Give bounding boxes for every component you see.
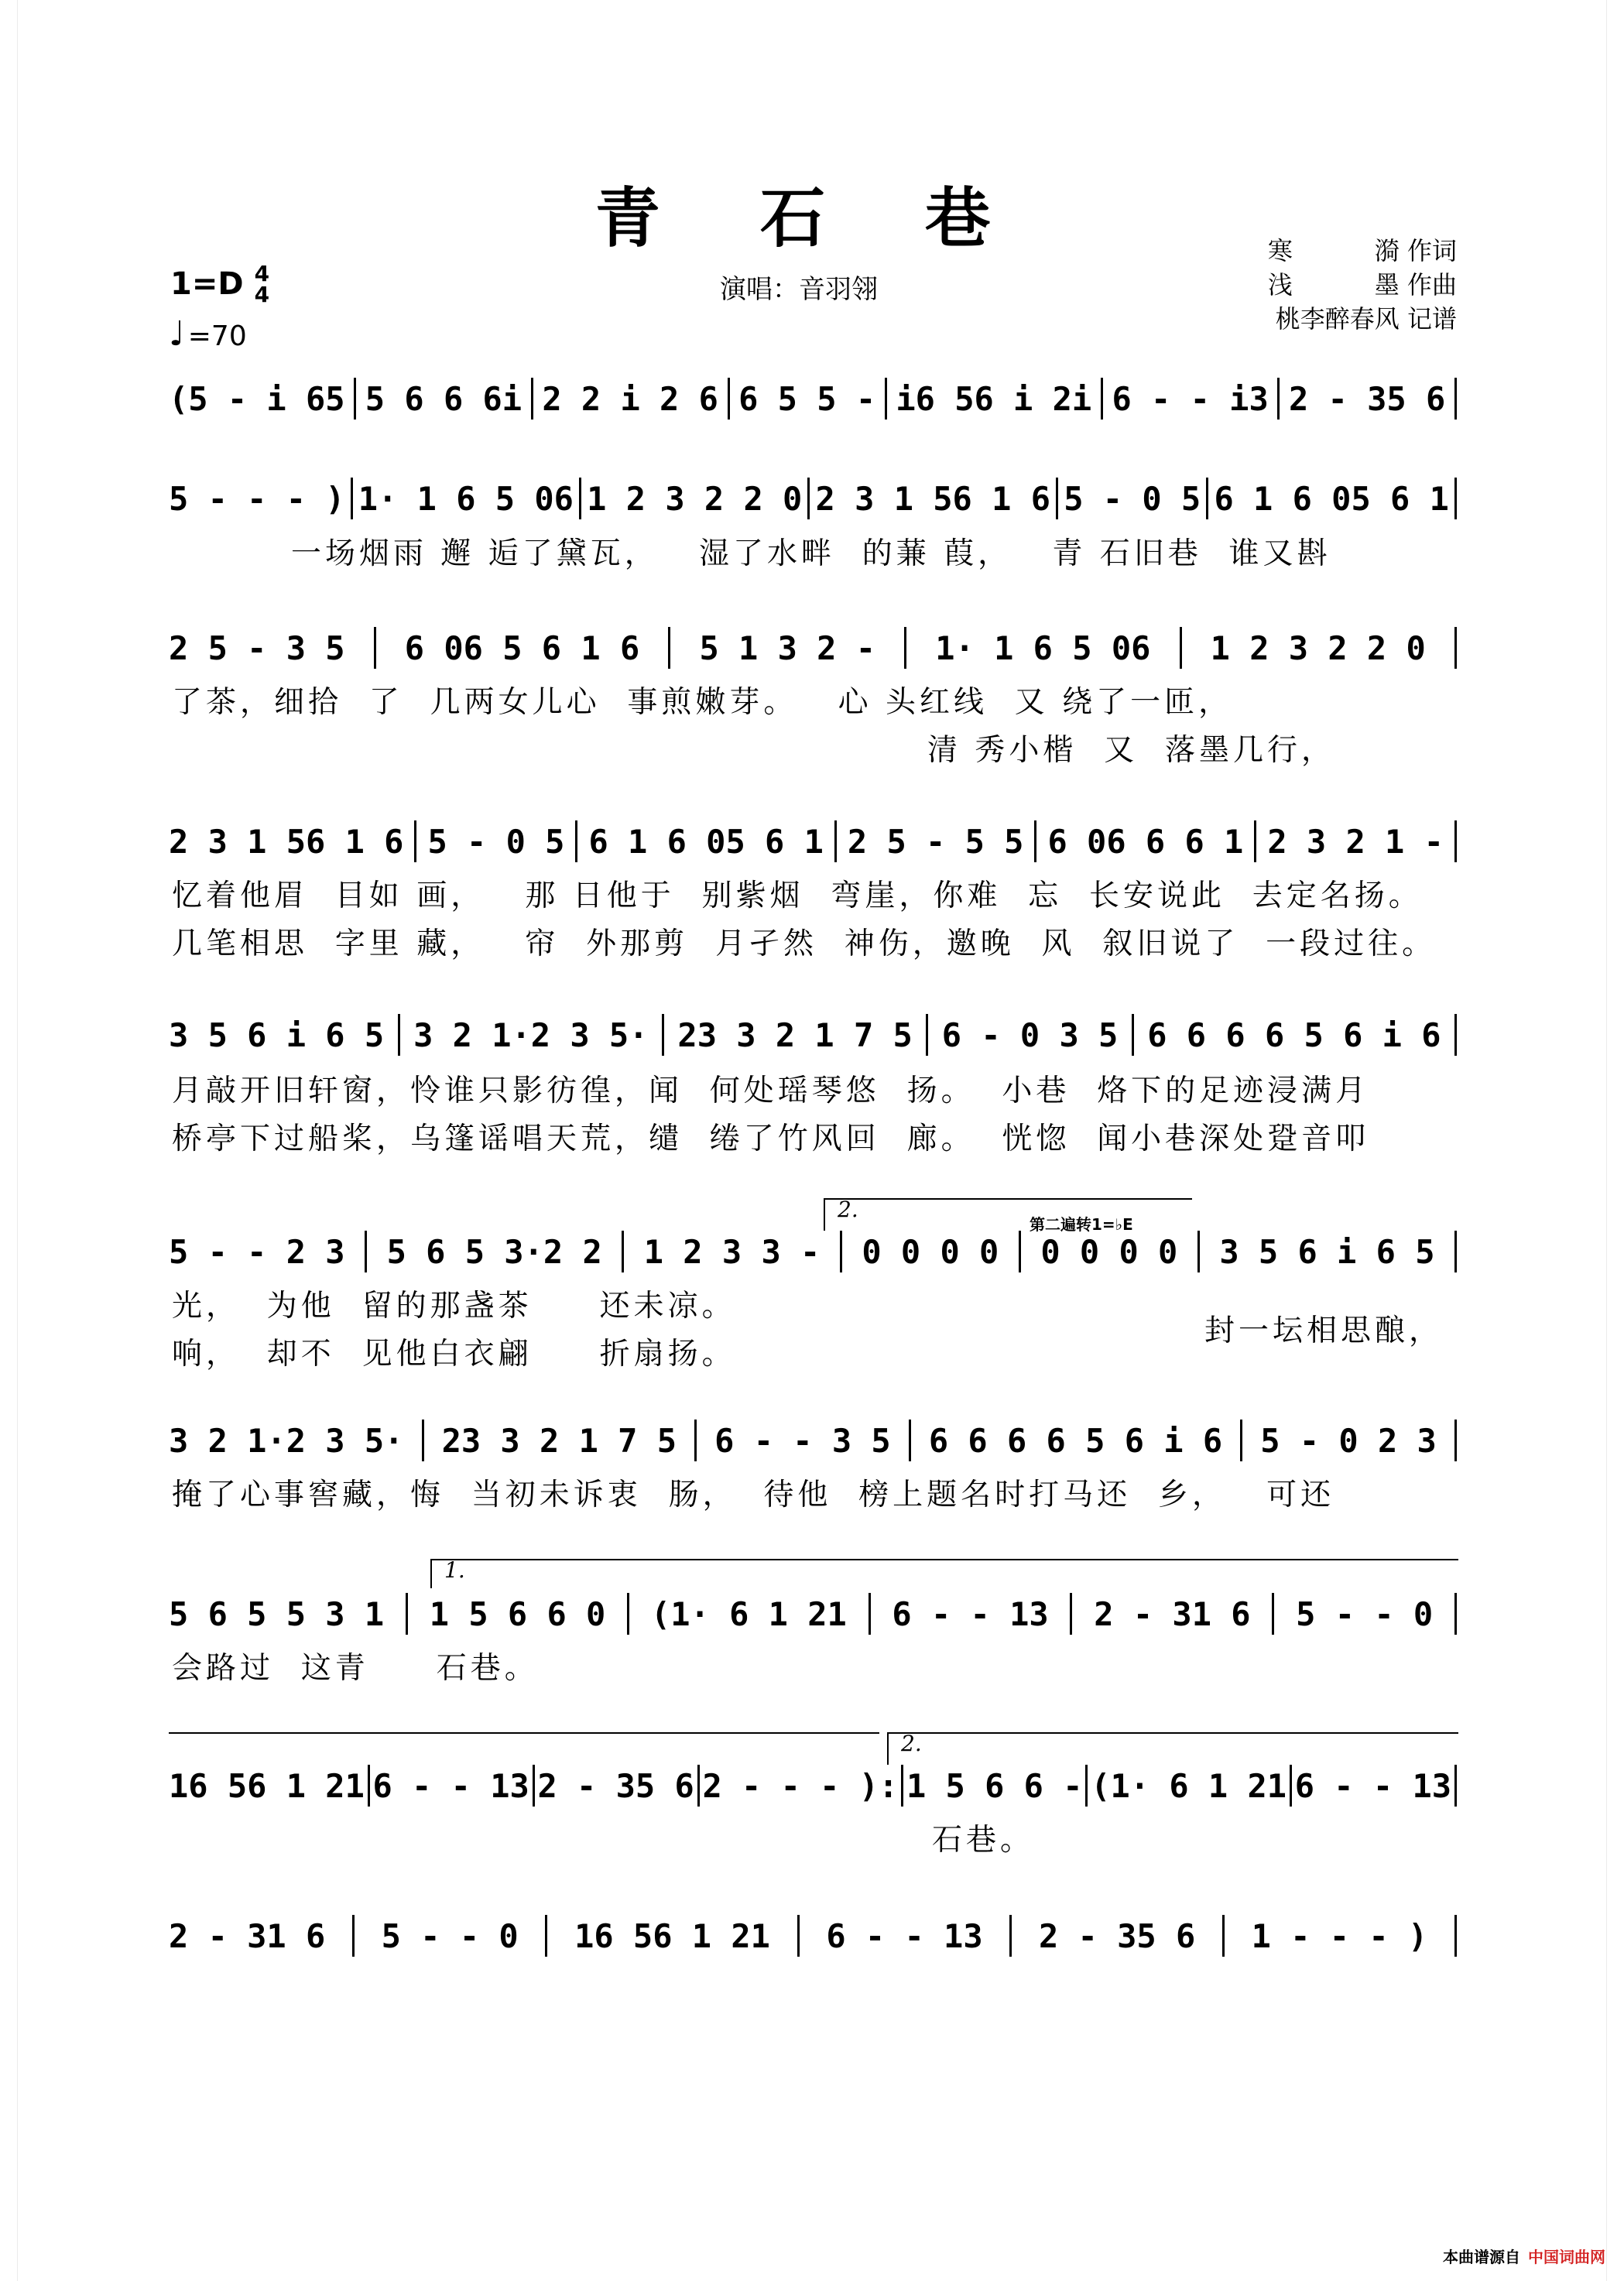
time-signature-top: 4	[254, 261, 270, 286]
lyricist-name: 寒 漪	[1267, 236, 1400, 265]
staff-row-6	[169, 1231, 1457, 1272]
measure: 5 6 5 5 3 1	[169, 1594, 385, 1633]
measure: 1 5 6 6 -	[906, 1766, 1083, 1805]
measure: 5 - - 0	[1296, 1594, 1434, 1633]
modulation-note: 第二遍转1=♭E	[1030, 1215, 1133, 1234]
measure: 16 56 1 21	[169, 1766, 365, 1805]
staff-row-9	[169, 1765, 1457, 1807]
credits-block	[1268, 234, 1457, 336]
lyrics-line: 几笔相思 字里 藏， 帘 外那剪 月孑然 神伤，邀晚 风 叙旧说了 一段过往。	[172, 926, 1437, 961]
bar-line	[1101, 378, 1103, 420]
measure: 5 - 0 2 3	[1260, 1421, 1437, 1460]
bar-line	[728, 378, 730, 420]
bar-line	[1206, 478, 1208, 519]
measure: 5 - 0 5	[427, 822, 565, 861]
measure: 2 - 35 6	[1038, 1916, 1196, 1955]
measure: 6 - 0 3 5	[941, 1015, 1119, 1054]
left-margin-strip	[0, 0, 18, 2281]
staff-row-2	[169, 478, 1457, 519]
staff-row-3	[169, 627, 1457, 669]
quarter-note-icon: ♩	[169, 314, 185, 354]
staff-row-8	[169, 1593, 1457, 1635]
measure: 6 06 6 6 1	[1047, 822, 1244, 861]
measure: 16 56 1 21	[574, 1916, 770, 1955]
measure: 2 - - - ):	[702, 1766, 899, 1805]
bar-line	[1132, 1014, 1134, 1056]
transcriber-credit	[1268, 302, 1457, 336]
bar-line	[694, 1420, 697, 1461]
measure: 3 5 6 i 6 5	[169, 1015, 385, 1054]
staff-row-5	[169, 1014, 1457, 1056]
bar-line	[1034, 820, 1036, 862]
measure: 3 2 1·2 3 5·	[169, 1421, 404, 1460]
bar-line	[909, 1420, 911, 1461]
bar-line	[1240, 1420, 1242, 1461]
singer-credit: 演唱：音羽翎	[720, 274, 878, 305]
bar-line	[1254, 820, 1256, 862]
measure: 6 - - i3	[1112, 379, 1269, 418]
bar-line	[1197, 1231, 1200, 1272]
bar-line	[1180, 627, 1182, 669]
key-signature	[170, 263, 269, 305]
bar-line	[398, 1014, 400, 1056]
bar-line	[351, 478, 353, 519]
volta-label: 2.	[901, 1731, 922, 1756]
measure: 5 - - 0	[381, 1916, 519, 1955]
measure: (1· 6 1 21	[650, 1594, 847, 1633]
lyrics-line: 一场烟雨 邂 逅了黛瓦， 湿了水畔 的蒹 葭， 青 石旧巷 谁又斟	[291, 536, 1331, 571]
composer-name: 浅 墨	[1267, 270, 1400, 300]
bar-line	[354, 378, 356, 420]
repeat-end-bar-line	[901, 1765, 903, 1807]
measure: 2 - 35 6	[1288, 379, 1446, 418]
bar-line	[1454, 1420, 1457, 1461]
volta-label: 2.	[838, 1197, 858, 1222]
bar-line	[531, 378, 533, 420]
measure: 1 5 6 6 0	[429, 1594, 606, 1633]
bar-line	[1277, 378, 1280, 420]
footer-prefix: 本曲谱源自	[1443, 2248, 1520, 2266]
bar-line	[622, 1231, 624, 1272]
measure: 1 2 3 2 2 0	[1210, 628, 1426, 667]
bar-line	[368, 1765, 370, 1807]
bar-line	[869, 1593, 871, 1635]
bar-line	[926, 1014, 928, 1056]
second-ending-bracket	[887, 1732, 1458, 1765]
footer-site-link[interactable]: 中国词曲网	[1528, 2248, 1605, 2266]
measure: 6 6 6 6 5 6 i 6	[1147, 1015, 1441, 1054]
bar-line	[352, 1915, 355, 1957]
composer-credit	[1268, 268, 1457, 302]
measure: 23 3 2 1 7 5	[441, 1421, 677, 1460]
lyricist-role: 作词	[1406, 236, 1457, 265]
key-label: 1=D	[170, 266, 244, 302]
measure: 5 6 6 6i	[365, 379, 522, 418]
measure: 0 0 0 0	[1040, 1232, 1178, 1271]
lyrics-line: 桥亭下过船桨，乌篷谣唱天荒，缱 绻了竹风回 廊。 恍惚 闻小巷深处跫音叩	[172, 1122, 1370, 1156]
measure: 6 6 6 6 5 6 i 6	[928, 1421, 1223, 1460]
bar-line	[575, 820, 577, 862]
measure: 2 3 2 1 -	[1267, 822, 1444, 861]
measure: 5 6 5 3·2 2	[386, 1232, 602, 1271]
measure: 5 - - - )	[169, 479, 345, 518]
bar-line	[885, 378, 887, 420]
measure: 2 3 1 56 1 6	[169, 822, 404, 861]
bar-line	[1056, 478, 1058, 519]
measure: 5 - - 2 3	[169, 1232, 345, 1271]
bar-line	[1454, 1014, 1457, 1056]
measure: 0 0 0 0	[862, 1232, 999, 1271]
bar-line	[365, 1231, 367, 1272]
bar-line	[627, 1593, 629, 1635]
measure: 2 - 35 6	[537, 1766, 694, 1805]
lyrics-line: 封一坛相思酿，	[1204, 1313, 1444, 1348]
bar-line	[545, 1915, 547, 1957]
bar-line	[1454, 1231, 1457, 1272]
final-bar-line	[1454, 1915, 1457, 1957]
bar-line	[1454, 1765, 1457, 1807]
measure: 2 3 1 56 1 6	[815, 479, 1050, 518]
bar-line	[840, 1231, 842, 1272]
bar-line	[797, 1915, 800, 1957]
volta-label: 1.	[444, 1557, 465, 1583]
bar-line	[1290, 1765, 1292, 1807]
measure: 6 1 6 05 6 1	[588, 822, 824, 861]
bar-line	[1454, 820, 1457, 862]
bar-line	[1085, 1765, 1088, 1807]
tempo-marking	[169, 314, 247, 354]
bar-line	[579, 478, 581, 519]
measure: 6 1 6 05 6 1	[1214, 479, 1449, 518]
first-ending-continuation-line	[169, 1732, 879, 1734]
staff-row-7	[169, 1420, 1457, 1461]
bar-line	[1019, 1231, 1021, 1272]
measure: 1· 1 6 5 06	[358, 479, 574, 518]
measure: 2 2 i 2 6	[542, 379, 718, 418]
bar-line	[1009, 1915, 1012, 1957]
bar-line	[1454, 378, 1457, 420]
bar-line	[414, 820, 416, 862]
lyrics-line: 了茶，细拾 了 几两女儿心 事煎嫩芽。 心 头红线 又 绕了一匝，	[172, 685, 1233, 720]
measure: 2 - 31 6	[1094, 1594, 1251, 1633]
measure: 5 - 0 5	[1064, 479, 1201, 518]
bar-line	[406, 1593, 408, 1635]
bar-line	[1070, 1593, 1072, 1635]
repeat-start-bar-line	[904, 627, 906, 669]
measure: 3 5 6 i 6 5	[1219, 1232, 1435, 1271]
bar-line	[533, 1765, 535, 1807]
right-margin-strip	[1606, 0, 1624, 2281]
measure: 1 2 3 3 -	[643, 1232, 821, 1271]
tempo-value: =70	[187, 320, 247, 352]
transcriber-role: 记谱	[1406, 304, 1457, 334]
measure: 6 - - 13	[372, 1766, 529, 1805]
lyrics-line: 响， 却不 见他白衣翩 折扇扬。	[172, 1337, 736, 1372]
song-title: 青 石 巷	[594, 180, 1030, 256]
lyrics-line: 石巷。	[932, 1823, 1035, 1858]
lyrics-line: 月敲开旧轩窗，怜谁只影彷徨，闻 何处瑶琴悠 扬。 小巷 烙下的足迹浸满月	[172, 1074, 1370, 1108]
measure: 3 2 1·2 3 5·	[413, 1015, 649, 1054]
staff-row-1	[169, 378, 1457, 420]
bar-line	[1272, 1593, 1274, 1635]
measure: i6 56 i 2i	[896, 379, 1092, 418]
measure: 6 - - 13	[892, 1594, 1049, 1633]
transcriber-name: 桃李醉春风	[1275, 304, 1400, 334]
measure: 1· 1 6 5 06	[935, 628, 1151, 667]
time-signature-bottom: 4	[254, 282, 270, 307]
measure: (5 - i 65	[169, 379, 345, 418]
bar-line	[834, 820, 837, 862]
measure: 2 - 31 6	[169, 1916, 326, 1955]
first-ending-bracket	[430, 1559, 1458, 1588]
bar-line	[668, 627, 670, 669]
measure: 6 - - 3 5	[714, 1421, 891, 1460]
bar-line	[697, 1765, 700, 1807]
lyrics-line: 会路过 这青 石巷。	[172, 1651, 539, 1686]
measure: 1 - - - )	[1251, 1916, 1428, 1955]
measure: 23 3 2 1 7 5	[677, 1015, 913, 1054]
bar-line	[1454, 627, 1457, 669]
bar-line	[662, 1014, 664, 1056]
lyrics-line: 掩了心事窖藏，悔 当初未诉衷 肠， 待他 榜上题名时打马还 乡， 可还	[172, 1478, 1335, 1512]
measure: 1 2 3 2 2 0	[587, 479, 803, 518]
bar-line	[1222, 1915, 1225, 1957]
measure: 2 5 - 5 5	[847, 822, 1024, 861]
lyrics-line: 清 秀小楷 又 落墨几行，	[927, 733, 1335, 768]
second-ending-bracket	[824, 1198, 1192, 1231]
staff-row-10	[169, 1915, 1457, 1957]
lyricist-credit	[1268, 234, 1457, 268]
staff-row-4	[169, 820, 1457, 862]
measure: 6 - - 13	[826, 1916, 983, 1955]
lyrics-line: 忆着他眉 目如 画， 那 日他于 别紫烟 弯崖，你难 忘 长安说此 去定名扬。	[172, 878, 1423, 913]
source-footer	[1443, 2245, 1605, 2267]
composer-role: 作曲	[1406, 270, 1457, 300]
bar-line	[807, 478, 810, 519]
bar-line	[374, 627, 376, 669]
measure: 6 06 5 6 1 6	[404, 628, 640, 667]
time-signature	[255, 263, 269, 305]
measure: 5 1 3 2 -	[699, 628, 876, 667]
lyrics-line: 光， 为他 留的那盏茶 还未凉。	[172, 1289, 736, 1324]
measure: 6 5 5 -	[738, 379, 876, 418]
measure: 6 - - 13	[1294, 1766, 1452, 1805]
measure: 2 5 - 3 5	[169, 628, 345, 667]
bar-line	[422, 1420, 424, 1461]
measure: (1· 6 1 21	[1091, 1766, 1287, 1805]
bar-line	[1454, 1593, 1457, 1635]
bar-line	[1454, 478, 1457, 519]
